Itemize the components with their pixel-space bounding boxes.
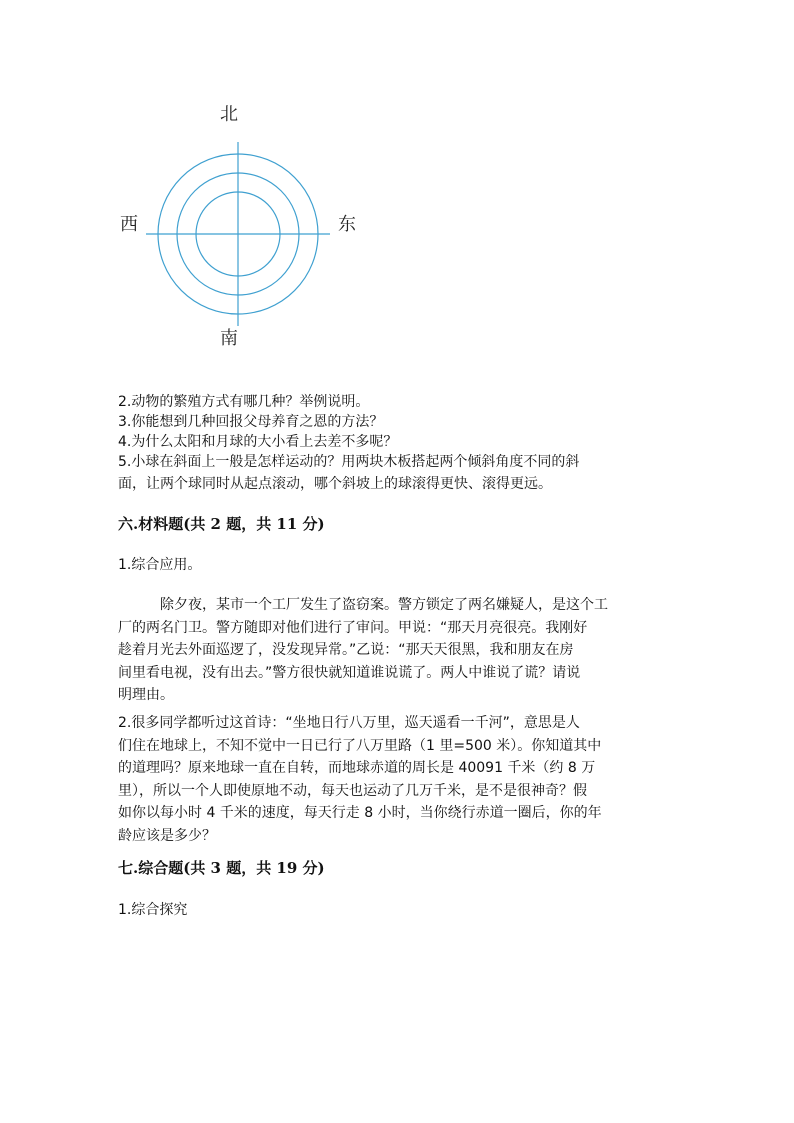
south-label: 南 — [220, 328, 238, 349]
passage-line: 2.很多同学都听过这首诗：“坐地日行八万里，巡天遥看一千河”，意思是人 — [118, 715, 580, 731]
passage-line: 的道理吗？原来地球一直在自转，而地球赤道的周长是 40091 千米（约 8 万 — [118, 760, 596, 776]
passage-line: 如你以每小时 4 千米的速度，每天行走 8 小时，当你绕行赤道一圈后，你的年 — [118, 805, 602, 821]
passage-line: 明理由。 — [118, 687, 174, 703]
passage-line: 厂的两名门卫。警方随即对他们进行了审问。甲说：“那天月亮很亮。我刚好 — [118, 619, 588, 636]
compass-diagram — [110, 100, 370, 360]
passage-line: 间里看电视，没有出去。”警方很快就知道谁说谎了。两人中谁说了谎？请说 — [118, 664, 581, 681]
passage-line: 除夕夜，某市一个工厂发生了盗窃案。警方锁定了两名嫌疑人，是这个工 — [160, 597, 608, 613]
section-6-q1-title: 1.综合应用。 — [118, 557, 202, 573]
question-4: 4.为什么太阳和月球的大小看上去差不多呢？ — [118, 434, 398, 450]
west-label: 西 — [120, 214, 138, 235]
section-6-heading: 六.材料题(共 2 题，共 11 分) — [118, 515, 325, 533]
section-6-q2-passage — [118, 712, 678, 847]
passage-line: 们住在地球上，不知不觉中一日已行了八万里路（1 里=500 米）。你知道其中 — [118, 737, 602, 754]
passage-line: 里），所以一个人即使原地不动，每天也运动了几万千米，是不是很神奇？假 — [118, 782, 587, 799]
north-label: 北 — [220, 104, 238, 125]
east-label: 东 — [338, 214, 356, 235]
section-7-heading: 七.综合题(共 3 题，共 19 分) — [118, 859, 325, 877]
question-5-line-1: 5.小球在斜面上一般是怎样运动的？用两块木板搭起两个倾斜角度不同的斜 — [118, 454, 580, 470]
question-3: 3.你能想到几种回报父母养育之恩的方法？ — [118, 414, 384, 430]
section-6-q1-passage — [118, 594, 678, 707]
passage-line: 趁着月光去外面巡逻了，没发现异常。”乙说：“那天天很黑，我和朋友在房 — [118, 642, 574, 658]
question-5-line-2: 面，让两个球同时从起点滚动，哪个斜坡上的球滚得更快、滚得更远。 — [118, 476, 552, 492]
passage-line: 龄应该是多少？ — [118, 827, 216, 844]
question-2: 2.动物的繁殖方式有哪几种？举例说明。 — [118, 394, 370, 410]
section-7-q1-title: 1.综合探究 — [118, 902, 188, 918]
